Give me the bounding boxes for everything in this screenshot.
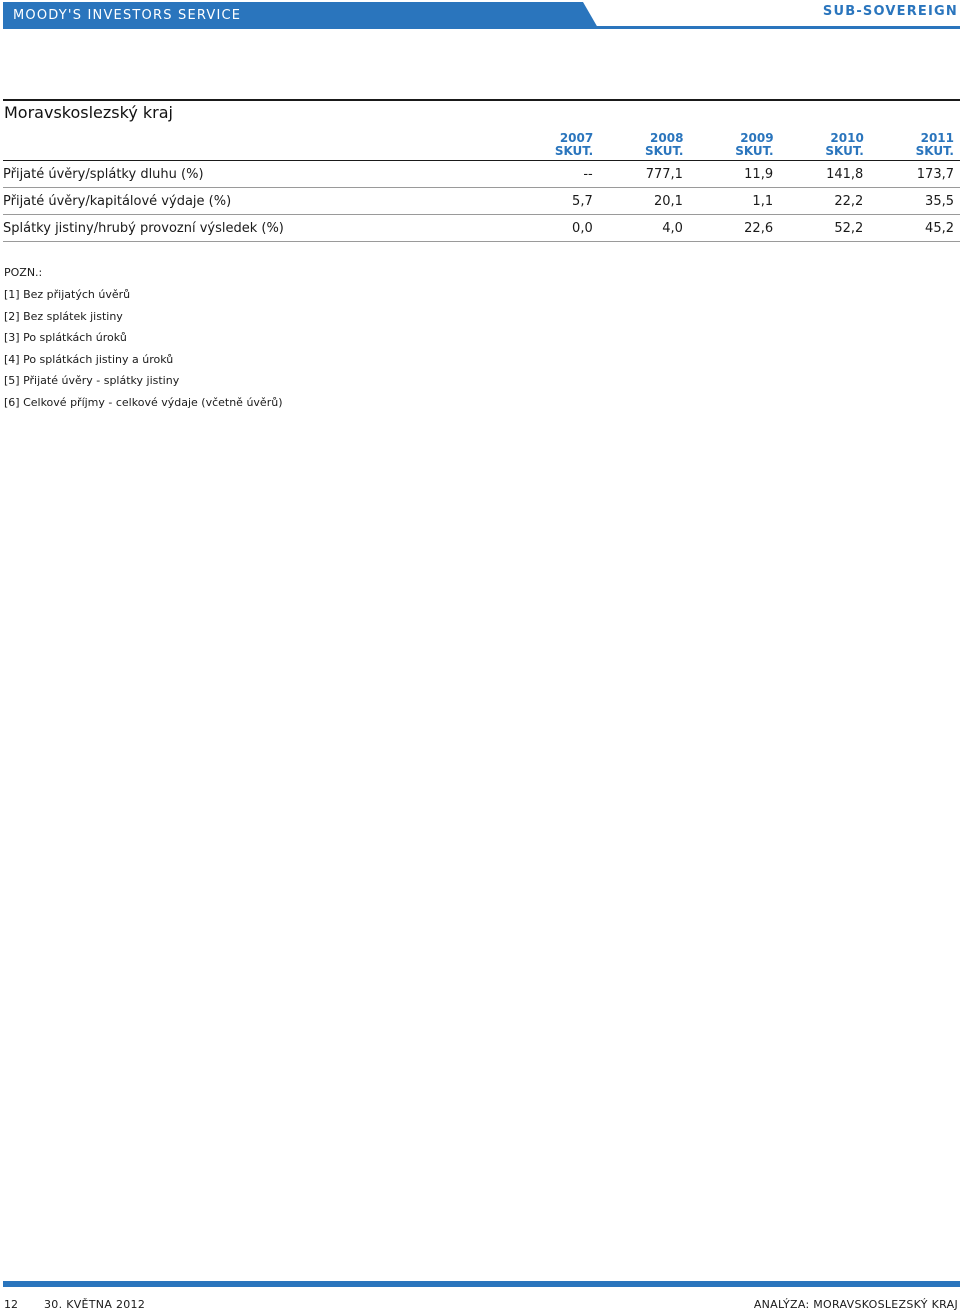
page-title: Moravskoslezský kraj — [4, 103, 173, 122]
table-cell: 4,0 — [599, 215, 689, 242]
row-label: Přijaté úvěry/splátky dluhu (%) — [3, 161, 509, 188]
table-cell: 1,1 — [689, 188, 779, 215]
table-cell: 45,2 — [870, 215, 960, 242]
row-label: Splátky jistiny/hrubý provozní výsledek (%) — [3, 215, 509, 242]
table-cell: 777,1 — [599, 161, 689, 188]
page-header — [3, 2, 960, 28]
section-label: SUB-SOVEREIGN — [822, 4, 958, 19]
column-header-2011: 2011 SKUT. — [870, 132, 960, 161]
table-cell: 173,7 — [870, 161, 960, 188]
column-header-2007: 2007 SKUT. — [509, 132, 599, 161]
table-row — [3, 161, 960, 188]
footer-rule — [3, 1281, 960, 1287]
note-item: [6] Celkové příjmy - celkové výdaje (včetně úvěrů) — [4, 395, 283, 409]
table-cell: 22,2 — [780, 188, 870, 215]
column-header-2010: 2010 SKUT. — [780, 132, 870, 161]
table-cell: 22,6 — [689, 215, 779, 242]
table-cell: 5,7 — [509, 188, 599, 215]
table-cell: 20,1 — [599, 188, 689, 215]
table-cell: 52,2 — [780, 215, 870, 242]
table-row — [3, 215, 960, 242]
title-rule — [3, 99, 960, 101]
table-cell: 0,0 — [509, 215, 599, 242]
note-item: [5] Přijaté úvěry - splátky jistiny — [4, 374, 180, 388]
column-header-2008: 2008 SKUT. — [599, 132, 689, 161]
page-number: 12 — [4, 1298, 18, 1311]
table-cell: -- — [509, 161, 599, 188]
row-label: Přijaté úvěry/kapitálové výdaje (%) — [3, 188, 509, 215]
debt-ratios-table — [3, 132, 960, 242]
note-item: [2] Bez splátek jistiny — [4, 309, 123, 323]
notes-section — [4, 266, 283, 418]
table-cell: 11,9 — [689, 161, 779, 188]
note-item: [1] Bez přijatých úvěrů — [4, 288, 131, 301]
header-underline — [3, 26, 960, 29]
publication-date: 30. KVĚTNA 2012 — [44, 1298, 146, 1311]
table-header-row — [3, 132, 960, 161]
document-name: ANALÝZA: MORAVSKOSLEZSKÝ KRAJ — [753, 1298, 958, 1311]
brand-name: MOODY'S INVESTORS SERVICE — [13, 8, 242, 23]
header-blank — [3, 132, 509, 161]
column-header-2009: 2009 SKUT. — [689, 132, 779, 161]
notes-heading: POZN.: — [4, 266, 43, 279]
table-cell: 141,8 — [780, 161, 870, 188]
note-item: [3] Po splátkách úroků — [4, 331, 127, 345]
table-cell: 35,5 — [870, 188, 960, 215]
note-item: [4] Po splátkách jistiny a úroků — [4, 352, 174, 366]
table-row — [3, 188, 960, 215]
